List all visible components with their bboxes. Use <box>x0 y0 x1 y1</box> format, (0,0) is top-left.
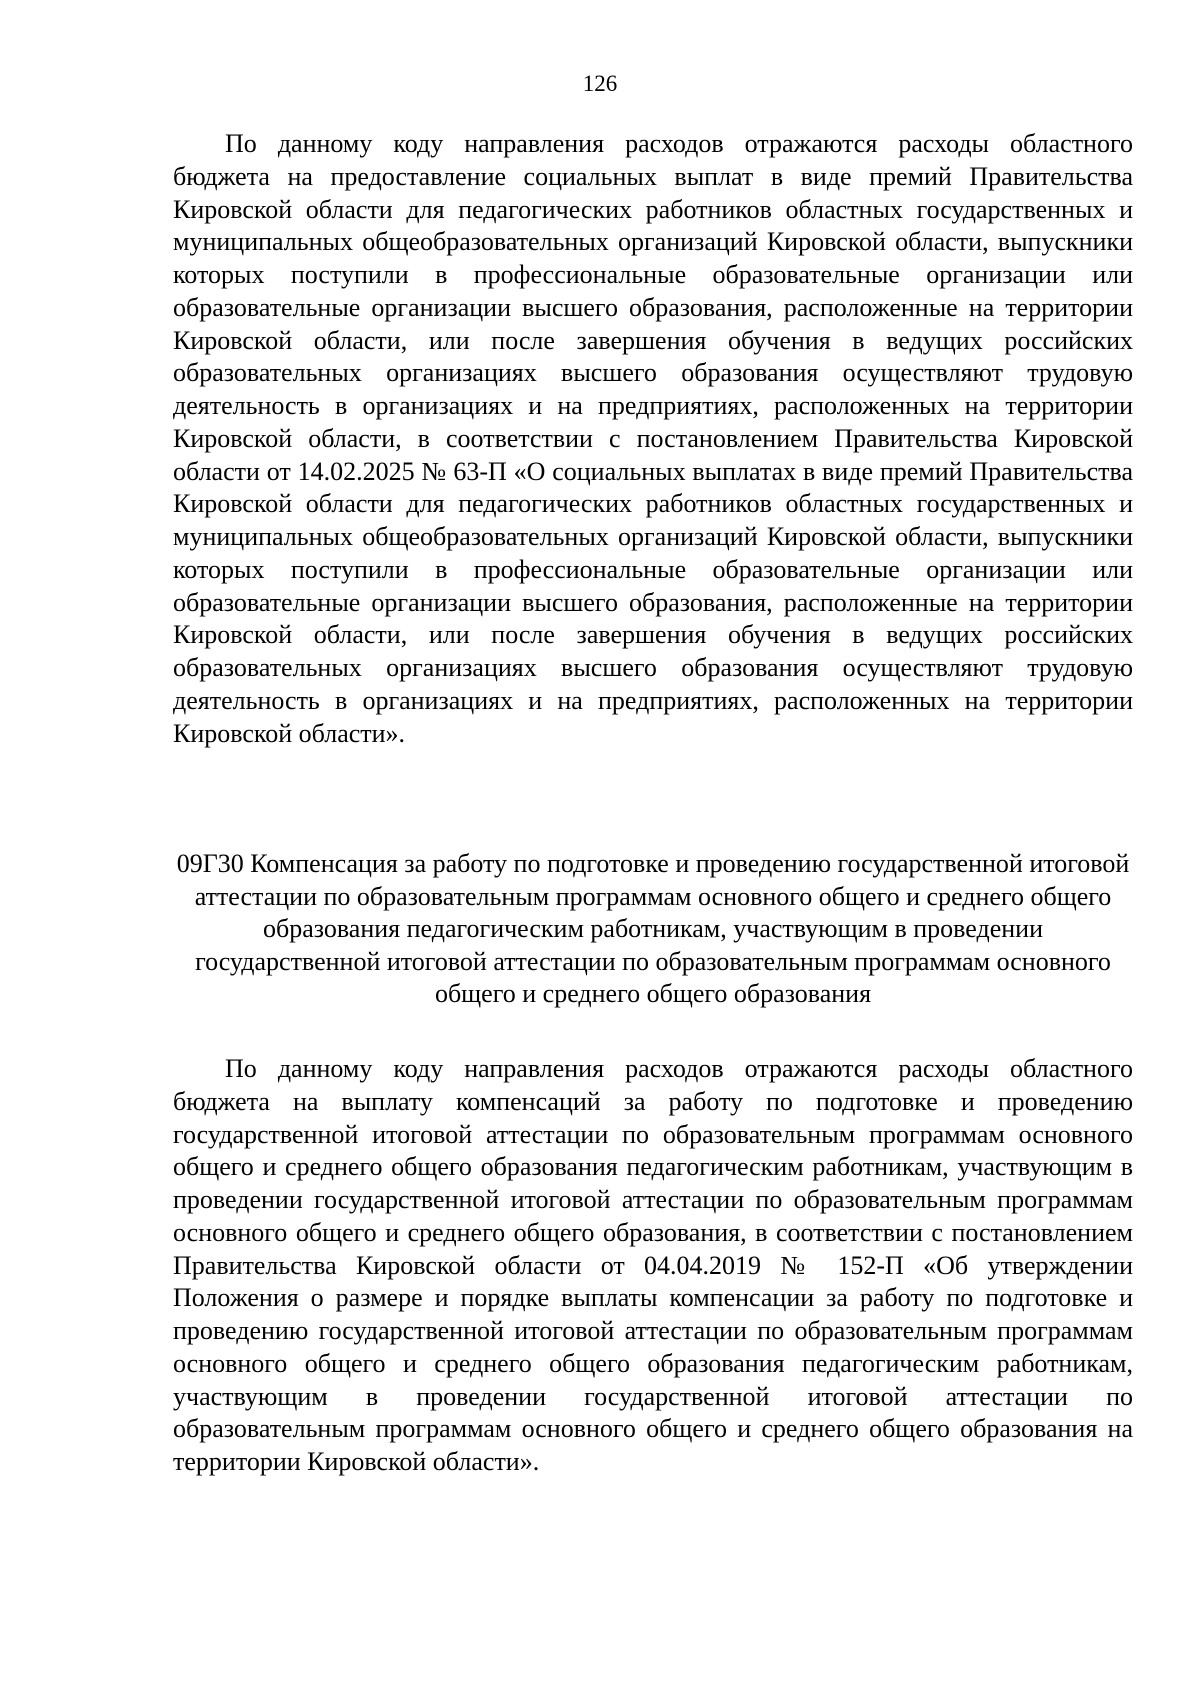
section-heading-09g30: 09Г30 Компенсация за работу по подготовке и проведению государственной итоговой аттестации по образовательным программам основного общего и среднего общего образования педагогическим работникам, участвующим в проведении государственной итоговой аттестации по образовательным программам основного общего и среднего общего образования <box>176 849 1130 1008</box>
body-paragraph-premiums: По данному коду направления расходов отражаются расходы областного бюджета на предоставление социальных выплат в виде премий Правительства Кировской области для педагогических работников областных государственных и муниципальных общеобразовательных организаций Кировской области, выпускники которых поступили в профессиональные образовательные организации или образовательные организации высшего образования, расположенные на территории Кировской области, или после завершения обучения в ведущих российских образовательных организациях высшего образования осуществляют трудовую деятельность в организациях и на предприятиях, расположенных на территории Кировской области, в соответствии с постановлением Правительства Кировской области от 14.02.2025 № 63-П «О социальных выплатах в виде премий Правительства Кировской области для педагогических работников областных государственных и муниципальных общеобразовательных организаций Кировской области, выпускники которых поступили в профессиональные образовательные организации или образовательные организации высшего образования, расположенные на территории Кировской области, или после завершения обучения в ведущих российских образовательных организациях высшего образования осуществляют трудовую деятельность в организациях и на предприятиях, расположенных на территории Кировской области». <box>173 129 1133 748</box>
body-paragraph-compensation: По данному коду направления расходов отражаются расходы областного бюджета на выплату компенсаций за работу по подготовке и проведению государственной итоговой аттестации по образовательным программам основного общего и среднего общего образования педагогическим работникам, участвующим в проведении государственной итоговой аттестации по образовательным программам основного общего и среднего общего образования, в соответствии с постановлением Правительства Кировской области от 04.04.2019 № 152-П «Об утверждении Положения о размере и порядке выплаты компенсации за работу по подготовке и проведению государственной итоговой аттестации по образовательным программам основного общего и среднего общего образования педагогическим работникам, участвующим в проведении государственной итоговой аттестации по образовательным программам основного общего и среднего общего образования на территории Кировской области». <box>173 1054 1133 1476</box>
page-number: 126 <box>582 71 618 96</box>
